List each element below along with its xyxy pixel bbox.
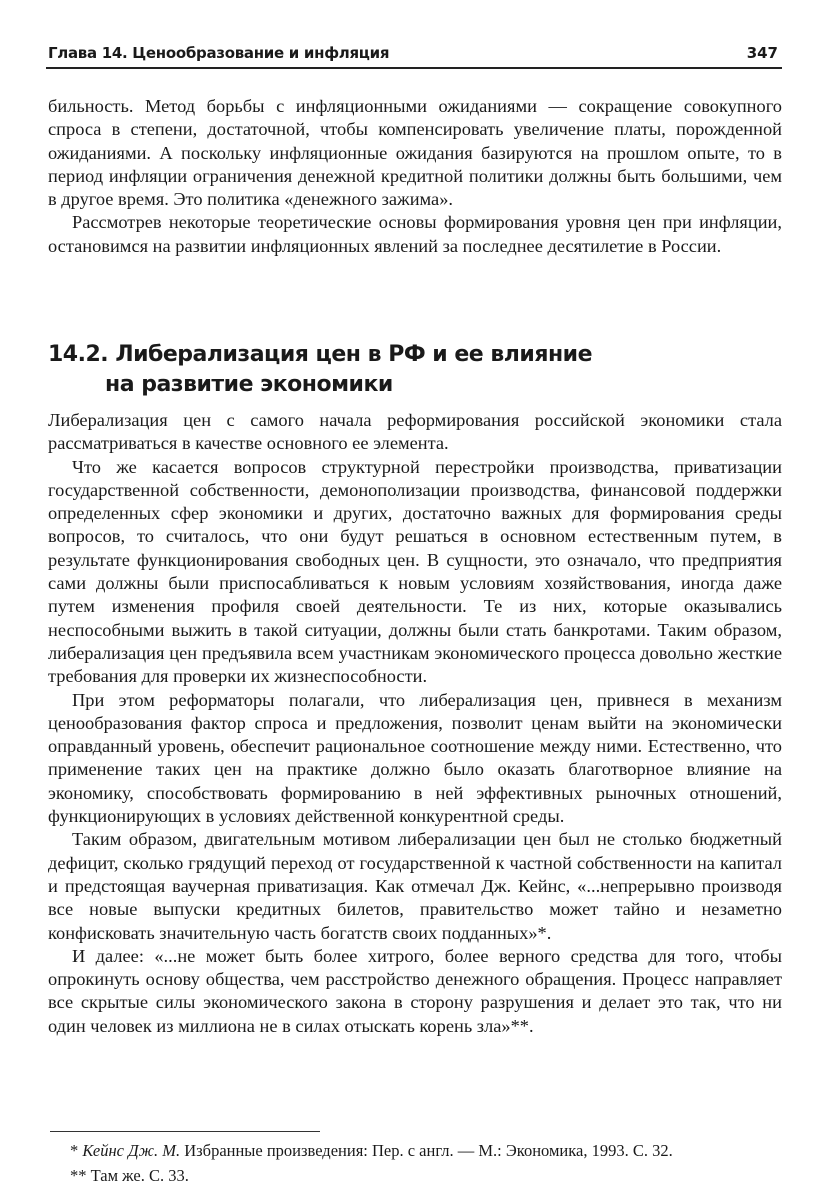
paragraph: И далее: «...не может быть более хитрого, более верного средства для того, чтобы опрокинуть основу общества, чем расстройство денежного обращения. Процесс направляет все скрытые силы экономического закона в сторону разрушения и делает это так, что ни один человек из миллиона не в силах отыскать корень зла»**.: [48, 945, 782, 1036]
section-title-line1: Либерализация цен в РФ и ее влияние: [115, 342, 592, 367]
footnote-text: Избранные произведения: Пер. с англ. — М.: Экономика, 1993. С. 32.: [180, 1141, 673, 1160]
footnote-text: Там же. С. 33.: [90, 1166, 189, 1185]
section-title-line2: на развитие экономики: [105, 372, 393, 397]
paragraph: Таким образом, двигательным мотивом либерализации цен был не столько бюджетный дефицит, сколько грядущий переход от государственной к частной собственности на капитал и предстоящая ваучерная приватизация. Как отмечал Дж. Кейнс, «...непрерывно производя все новые выпуски кредитных билетов, правительство может тайно и незаметно конфисковать значительную часть богатств своих подданных»*.: [48, 829, 782, 943]
footnotes: [48, 1138, 782, 1188]
paragraph: бильность. Метод борьбы с инфляционными ожиданиями — сокращение совокупного спроса в степени, достаточной, чтобы компенсировать увеличение платы, порожденной ожиданиями. А поскольку инфляционные ожидания базируются на прошлом опыте, то в период инфляции ограничения денежной кредитной политики должны быть большими, чем в другое время. Это политика «денежного зажима».: [48, 96, 782, 210]
section-heading: [48, 340, 748, 400]
footnote: [48, 1138, 782, 1163]
page-number: 347: [746, 44, 778, 62]
header-rule: [46, 67, 782, 69]
footnote-rule: [50, 1131, 320, 1132]
footnote-marker: *: [70, 1141, 83, 1160]
footnote-marker: **: [70, 1166, 91, 1185]
chapter-title: Глава 14. Ценообразование и инфляция: [48, 44, 390, 62]
paragraph: Что же касается вопросов структурной перестройки производства, приватизации государственной собственности, демонополизации производства, финансовой поддержки определенных сфер экономики и других, достаточно важных для формирования среды вопросов, то считалось, что они будут решаться в основном естественным путем, в результате функционирования свободных цен. В сущности, это означало, что предприятия сами должны были приспосабливаться к новым условиям хозяйствования, иногда даже путем изменения профиля своей деятельности. Те из них, которые оказывались неспособными выжить в такой ситуации, должны были стать банкротами. Таким образом, либерализация цен предъявила всем участникам экономического процесса довольно жесткие требования для проверки их жизнеспособности.: [48, 456, 782, 687]
paragraph: Рассмотрев некоторые теоретические основы формирования уровня цен при инфляции, остановимся на развитии инфляционных явлений за последнее десятилетие в России.: [48, 212, 782, 256]
running-head: [48, 40, 780, 66]
section-text: [48, 409, 782, 1038]
paragraph: Либерализация цен с самого начала реформирования российской экономики стала рассматриваться в качестве основного ее элемента.: [48, 410, 782, 454]
footnote: [48, 1163, 782, 1188]
section-number: 14.2.: [48, 342, 109, 367]
paragraph: При этом реформаторы полагали, что либерализация цен, привнеся в механизм ценообразования фактор спроса и предложения, позволит ценам выйти на экономически оправданный уровень, обеспечит рациональное соотношение между ними. Естественно, что применение таких цен на практике должно было оказать благотворное влияние на экономику, способствовать формированию в ней эффективных рыночных отношений, функционирующих в условиях действенной конкурентной среды.: [48, 689, 782, 827]
intro-text: [48, 95, 782, 258]
footnote-author: Кейнс Дж. М.: [82, 1141, 181, 1160]
